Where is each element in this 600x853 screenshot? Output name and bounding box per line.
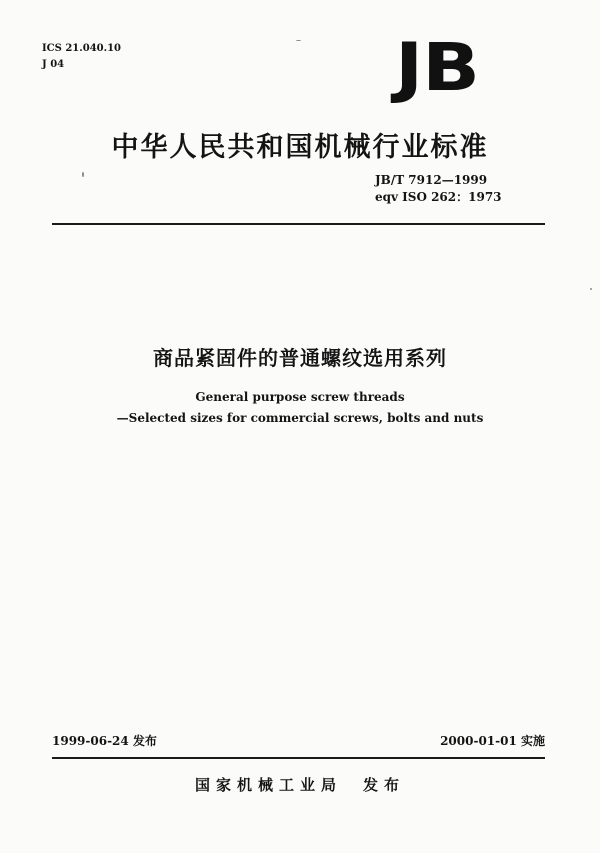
jb-logo: JB — [395, 29, 479, 106]
scan-speck — [590, 288, 592, 290]
document-title-chinese: 商品紧固件的普通螺纹选用系列 — [153, 346, 447, 370]
scan-speck — [82, 172, 84, 177]
ics-code: ICS 21.040.10 — [42, 43, 122, 54]
footer-divider — [52, 757, 545, 759]
classification-code: J 04 — [42, 59, 65, 70]
standard-category-title: 中华人民共和国机械行业标准 — [111, 132, 489, 163]
equivalent-standard: eqv ISO 262：1973 — [375, 190, 502, 204]
implementation-date: 2000-01-01 实施 — [440, 734, 545, 748]
standard-number: JB/T 7912—1999 — [375, 173, 488, 187]
document-title-english-line2: —Selected sizes for commercial screws, bolts and nuts — [116, 411, 484, 425]
issue-date: 1999-06-24 发布 — [52, 734, 157, 748]
document-title-english-line1: General purpose screw threads — [195, 390, 405, 404]
header-divider — [52, 223, 545, 225]
publisher: 国家机械工业局 发布 — [194, 776, 405, 794]
scan-speck — [296, 40, 301, 41]
